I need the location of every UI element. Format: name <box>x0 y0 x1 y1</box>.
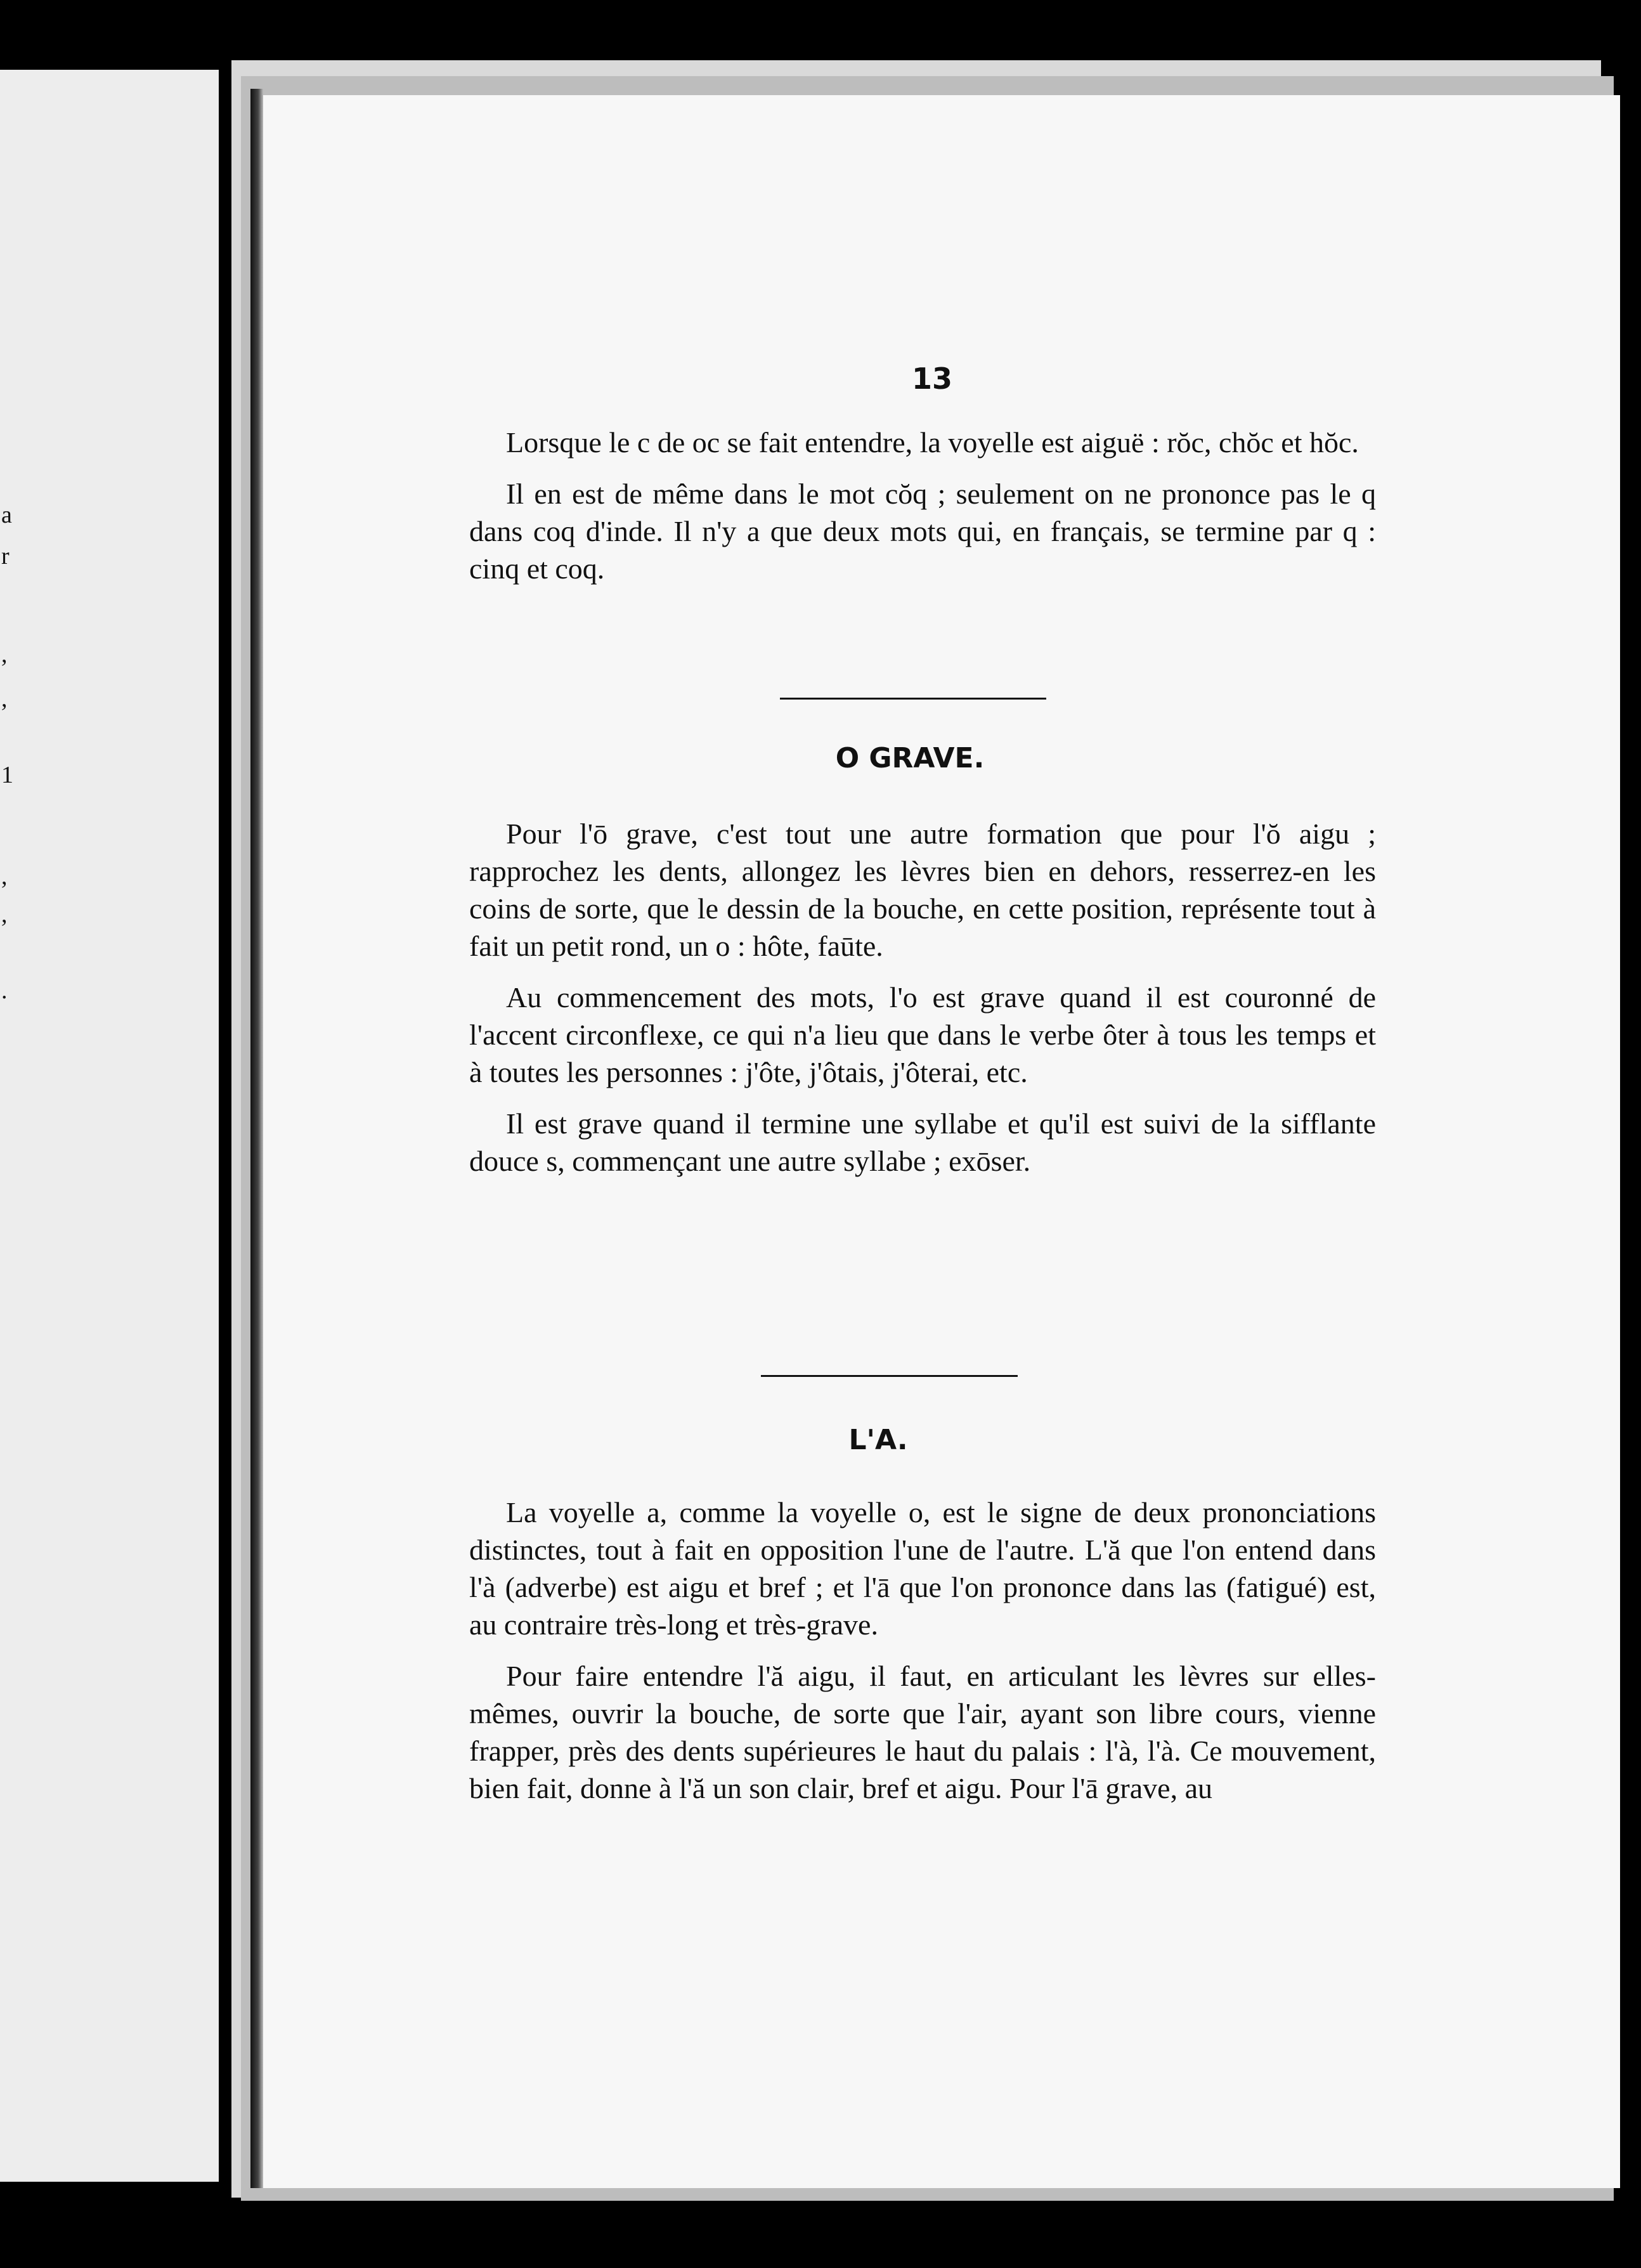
o-grave-section <box>469 815 1376 1180</box>
margin-char: r <box>1 543 10 570</box>
paragraph: La voyelle a, comme la voyelle o, est le signe de deux prononciations distinctes, tout à fait en opposition l'une de l'autre. L'ă que l'on entend dans l'à (adverbe) est aigu et bref ; et l'ā que l'on prononce dans las (fatigué) est, au contraire très-long et très-grave. <box>469 1496 1376 1641</box>
margin-char: , <box>1 641 8 668</box>
margin-char: a <box>1 502 12 528</box>
left-page-margin-fragments <box>0 70 19 1085</box>
margin-char: . <box>1 977 8 1004</box>
paragraph: Pour l'ō grave, c'est tout une autre formation que pour l'ŏ aigu ; rapprochez les dents, allongez les lèvres bien en dehors, resserrez-en les coins de sorte, que le dessin de la bouche, en cette position, représente tout à fait un petit rond, un o : hôte, faūte. <box>469 818 1376 962</box>
section-divider <box>780 698 1046 700</box>
margin-char: , <box>1 686 8 712</box>
intro-section <box>469 424 1376 587</box>
paragraph: Pour faire entendre l'ă aigu, il faut, en articulant les lèvres sur elles-mêmes, ouvrir la bouche, de sorte que l'air, ayant son libre cours, vienne frapper, près des dents supérieures le haut du palais : l'à, l'à. Ce mouvement, bien fait, donne à l'ă un son clair, bref et aigu. Pour l'ā grave, au <box>469 1660 1376 1804</box>
section-divider <box>761 1375 1018 1377</box>
section-heading-o-grave: O GRAVE. <box>835 742 985 774</box>
section-heading-a: L'A. <box>848 1424 908 1456</box>
margin-char: , <box>1 901 8 928</box>
book-spine-shadow <box>250 89 263 2188</box>
page-number: 13 <box>911 362 952 396</box>
paragraph: Lorsque le c de oc se fait entendre, la voyelle est aiguë : rŏc, chŏc et hŏc. <box>506 426 1359 459</box>
a-section <box>469 1494 1376 1807</box>
margin-char: , <box>1 863 8 890</box>
paragraph: Au commencement des mots, l'o est grave quand il est couronné de l'accent circonflexe, ce qui n'a lieu que dans le verbe ôter à tous les temps et à toutes les personnes : j'ôte, j'ôtais, j'ôterai, etc. <box>469 981 1376 1088</box>
paragraph: Il en est de même dans le mot cŏq ; seulement on ne prononce pas le q dans coq d'inde. Il n'y a que deux mots qui, en français, se termine par q : cinq et coq. <box>469 478 1376 585</box>
margin-char: 1 <box>1 762 13 788</box>
left-page-edge <box>0 70 219 2182</box>
paragraph: Il est grave quand il termine une syllabe et qu'il est suivi de la sifflante douce s, commençant une autre syllabe ; exōser. <box>469 1107 1376 1177</box>
